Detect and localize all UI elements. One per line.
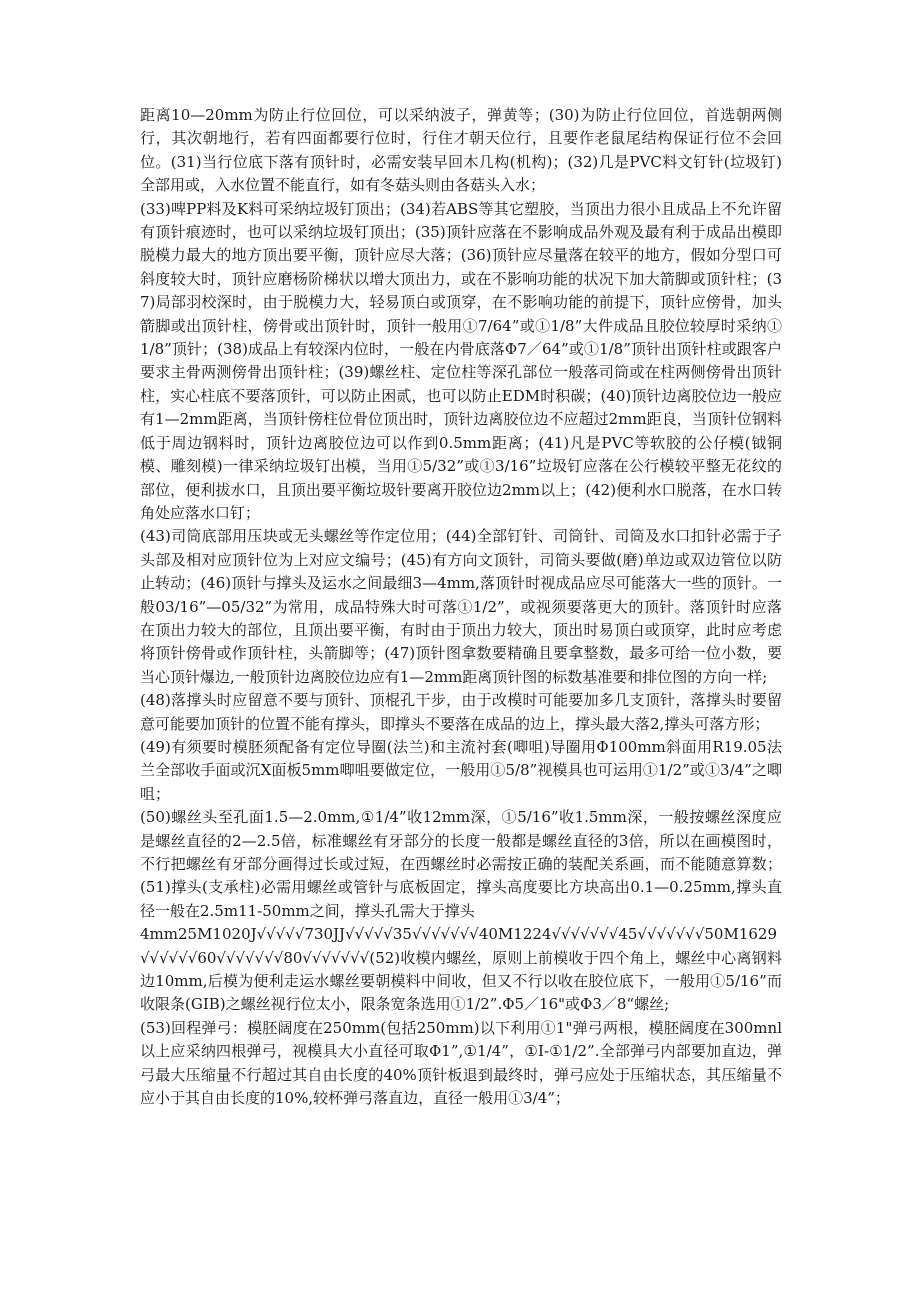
paragraph-locating-ring: (49)有须要时模胚须配备有定位导圈(法兰)和主流衬套(唧咀)导圈用Φ100mm斜面用R19.05法兰全部收手面或沉X面板5mm唧咀要做定位，一般用①5/8”视模具也可运用①1/2”或①3/4”之唧咀；: [140, 737, 782, 803]
paragraph-sleeve-positioning: (43)司筒底部用压块或无头螺丝等作定位用；(44)全部钉针、司筒针、司筒及水口扣针必需于子头部及相对应顶针位为上对应文编号；(45)有方向文顶针，司筒头要做(磨)单边或双边管位以防止转动；(46)顶针与撑头及运水之间最细3—4mm,落顶针时视成品应尽可能落大一些的顶针。一般03/16”—05/32”为常用，成品特殊大时可落①1/2”，或视须要落更大的顶针。落顶针时应落在顶出力较大的部位，且顶出要平衡，有时由于顶出力较大，顶出时易顶白或顶穿，此时应考虑将顶针傍骨或作顶针柱，头箭脚等；(47)顶针图拿数要精确且要拿整数，最多可给一位小数，要当心顶针爆边,一般顶针边离胶位边应有1—2mm距离顶针图的标数基准要和排位图的方向一样;: [140, 527, 782, 686]
paragraph-support-pillars: (48)落撑头时应留意不要与顶针、顶棍孔干步，由于改模时可能要加多几支顶针，落撑头时要留意可能要加顶针的位置不能有撑头，即撑头不要落在成品的边上，撑头最大落2,撑头可落方形；: [140, 691, 782, 733]
paragraph-screw-table: 4mm25M1020J√√√√√730JJ√√√√√35√√√√√√√40M1224√√√√√√√45√√√√√√√50M1629√√√√√√60√√√√√√√80√√√√√√√(52)收模内螺丝，原则上前模收于四个角上，螺丝中心离钢料边10mm,后模为便利走运水螺丝要朝模料中间收，但又不行以收在胶位底下，一般用①5/16”而收限条(GIB)之螺丝视行位太小，限条宽条选用①1/2”.Φ5／16"或Φ3／8“螺丝;: [140, 925, 782, 1014]
document-body: [140, 104, 782, 1110]
paragraph-ejector-intro: 距离10—20mm为防止行位回位，可以采纳波子，弹黄等；(30)为防止行位回位，首选朝两侧行，其次朝地行，若有四面都要行位时，行住才朝天位行，且要作老鼠尾结构保证行位不会回位。(31)当行位底下落有顶针时，必需安装早回木几构(机构)；(32)几是PVC料文钉针(垃圾钉)全部用或，入水位置不能直行，如有冬菇头则由各菇头入水；: [140, 106, 782, 195]
paragraph-ejector-pins: (33)啤PP料及K料可采纳垃圾钉顶出；(34)若ABS等其它塑胶，当顶出力很小且成品上不允许留有顶针痕迹时，也可以采纳垃圾钉顶出；(35)顶针应落在不影响成品外观及最有利于成品出模即脱模力最大的地方顶出要平衡，顶针应尽大落；(36)顶针应尽量落在较平的地方，假如分型口可斜度较大时，顶针应磨杨阶梯状以增大顶出力，或在不影响功能的状况下加大箭脚或顶针柱；(37)局部羽校深时，由于脱模力大，轻易顶白或顶穿，在不影响功能的前提下，顶针应傍骨，加头箭脚或出顶针柱，傍骨或出顶针时，顶针一般用①7/64”或①1/8”大件成品且胶位较厚时采纳①1/8”顶针；(38)成品上有较深内位时，一般在内骨底落Φ7／64”或①1/8”顶针出顶针柱或跟客户要求主骨两测傍骨出顶针柱；(39)螺丝柱、定位柱等深孔部位一般落司筒或在柱两侧傍骨出顶针柱，实心柱底不要落顶针，可以防止困贰，也可以防止EDM时积碳；(40)顶针边离胶位边一般应有1—2mm距离，当顶针傍柱位骨位顶出时，顶针边离胶位边不应超过2mm距良，当顶针位钢料低于周边钢料时，顶针边离胶位边可以作到0.5mm距离；(41)凡是PVC等软胶的公仔模(钺铜模、雕刻模)一律采纳垃圾钉出模，当用①5/32”或①3/16”垃圾钉应落在公行模较平整无花纹的部位，便利拔水口，且顶出要平衡垃圾针要离开胶位边2mm以上；(42)便利水口脱落，在水口转角处应落水口钉；: [140, 199, 782, 522]
paragraph-screws: (50)螺丝头至孔面1.5—2.0mm,①1/4”收12mm深，①5/16”收1.5mm深，一般按螺丝深度应是螺丝直径的2—2.5倍，标准螺丝有牙部分的长度一般都是螺丝直径的3倍，所以在画模图时，不行把螺丝有牙部分画得过长或过短，在西螺丝时必需按正确的装配关系画，而不能随意算数；(51)撑头(支承柱)必需用螺丝或管针与底板固定，撑头高度要比方块高出0.1—0.25mm,撑头直径一般在2.5m11-50mm之间，撑头孔需大于撑头: [140, 808, 782, 920]
paragraph-return-springs: (53)回程弹弓：模胚阔度在250mm(包括250mm)以下利用①1"弹弓两根，模胚阔度在300mnl以上应采纳四根弹弓，视模具大小直径可取Φ1”,①1/4”，①I-①1/2”.全部弹弓内部要加直边，弹弓最大压缩量不行超过其自由长度的40%顶针板退到最终时，弹弓应处于压缩状态，其压缩量不应小于其自由长度的10%,较杯弹弓落直边，直径一般用①3/4”；: [140, 1018, 782, 1108]
